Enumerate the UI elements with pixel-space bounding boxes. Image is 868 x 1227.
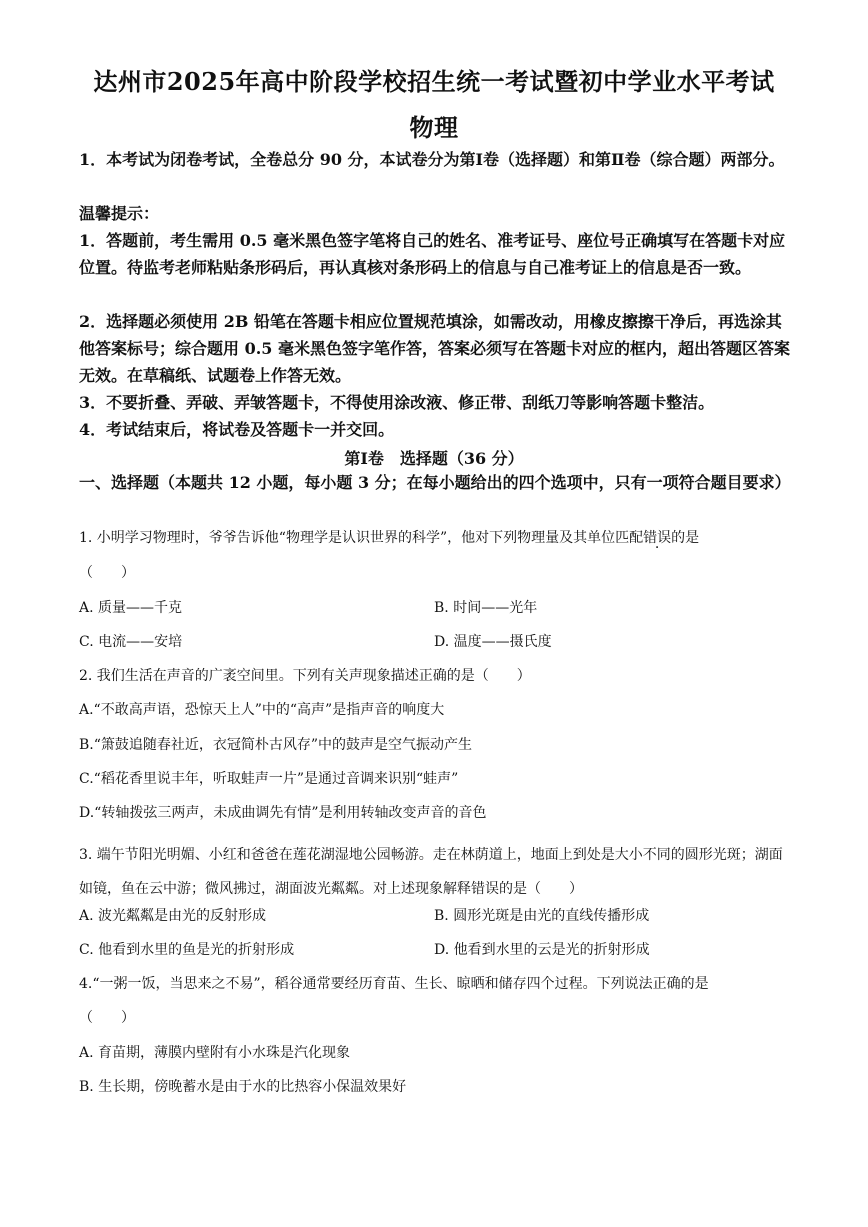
exam-title: 达州市2025年高中阶段学校招生统一考试暨初中学业水平考试 [93,67,775,96]
section-title: 第Ⅰ卷 选择题（36 分） [344,449,524,468]
question-2-option-d: D.“转轴拨弦三两声，未成曲调先有情”是利用转轴改变声音的音色 [79,805,487,821]
question-1-option-b: B. 时间——光年 [434,600,538,616]
part-heading: 一、选择题（本题共 12 小题，每小题 3 分；在每小题给出的四个选项中，只有一项符合题目要求） [79,473,791,492]
question-1-option-c: C. 电流——安培 [79,634,183,650]
question-3-option-b: B. 圆形光斑是由光的直线传播形成 [434,908,650,924]
reminder-heading: 温馨提示： [79,204,160,223]
question-2-option-b: B.“箫鼓追随春社近，衣冠简朴古风存”中的鼓声是空气振动产生 [79,737,473,753]
tip-4: 4．考试结束后，将试卷及答题卡一并交回。 [79,420,395,439]
tip-2: 2．选择题必须使用 2B 铅笔在答题卡相应位置规范填涂，如需改动，用橡皮擦擦干净后，再选涂其他答案标号；综合题用 0.5 毫米黑色签字笔作答，答案必须写在答题卡对应的框内，超出答题区答案无效。在草稿纸、试题卷上作答无效。 [79,312,790,385]
question-3-stem: 3. 端午节阳光明媚、小红和爸爸在莲花湖湿地公园畅游。走在林荫道上，地面上到处是大小不同的圆形光斑；湖面如镜，鱼在云中游；微风拂过，湖面波光粼粼。对上述现象解释错误的是（ ） [79,847,783,897]
subject-title: 物理 [409,113,459,142]
exam-note-1: 1．本考试为闭卷考试，全卷总分 90 分，本试卷分为第Ⅰ卷（选择题）和第Ⅱ卷（综合题）两部分。 [79,150,785,169]
question-4-option-a: A. 育苗期，薄膜内壁附有小水珠是汽化现象 [79,1045,351,1061]
tip-1: 1．答题前，考生需用 0.5 毫米黑色签字笔将自己的姓名、准考证号、座位号正确填写在答题卡对应位置。待监考老师粘贴条形码后，再认真核对条形码上的信息与自己准考证上的信息是否一致。 [79,231,786,277]
question-2-option-c: C.“稻花香里说丰年，听取蛙声一片”是通过音调来识别“蛙声” [79,771,459,787]
question-3-option-d: D. 他看到水里的云是光的折射形成 [434,942,650,958]
question-4-stem: 4.“一粥一饭，当思来之不易”，稻谷通常要经历育苗、生长、晾晒和储存四个过程。下列说法正确的是 [79,976,709,992]
question-3-option-c: C. 他看到水里的鱼是光的折射形成 [79,942,295,958]
question-1-option-d: D. 温度——摄氏度 [434,634,552,650]
question-1-emphasis: 错误 [643,530,672,546]
question-1-option-a: A. 质量——千克 [79,600,183,616]
question-4-paren: （ ） [79,1010,135,1026]
question-2-stem: 2. 我们生活在声音的广袤空间里。下列有关声现象描述正确的是（ ） [79,668,531,684]
question-4-option-b: B. 生长期，傍晚蓄水是由于水的比热容小保温效果好 [79,1079,407,1095]
tip-3: 3．不要折叠、弄破、弄皱答题卡，不得使用涂改液、修正带、刮纸刀等影响答题卡整洁。 [79,393,715,412]
question-2-option-a: A.“不敢高声语，恐惊天上人”中的“高声”是指声音的响度大 [79,702,445,718]
question-3-option-a: A. 波光粼粼是由光的反射形成 [79,908,267,924]
question-1-text-a: 1. 小明学习物理时，爷爷告诉他“物理学是认识世界的科学”，他对下列物理量及其单位匹配 [79,530,644,546]
question-1-paren: （ ） [79,565,135,581]
question-1-stem [79,528,791,548]
question-1-text-b: 的是 [671,530,700,546]
